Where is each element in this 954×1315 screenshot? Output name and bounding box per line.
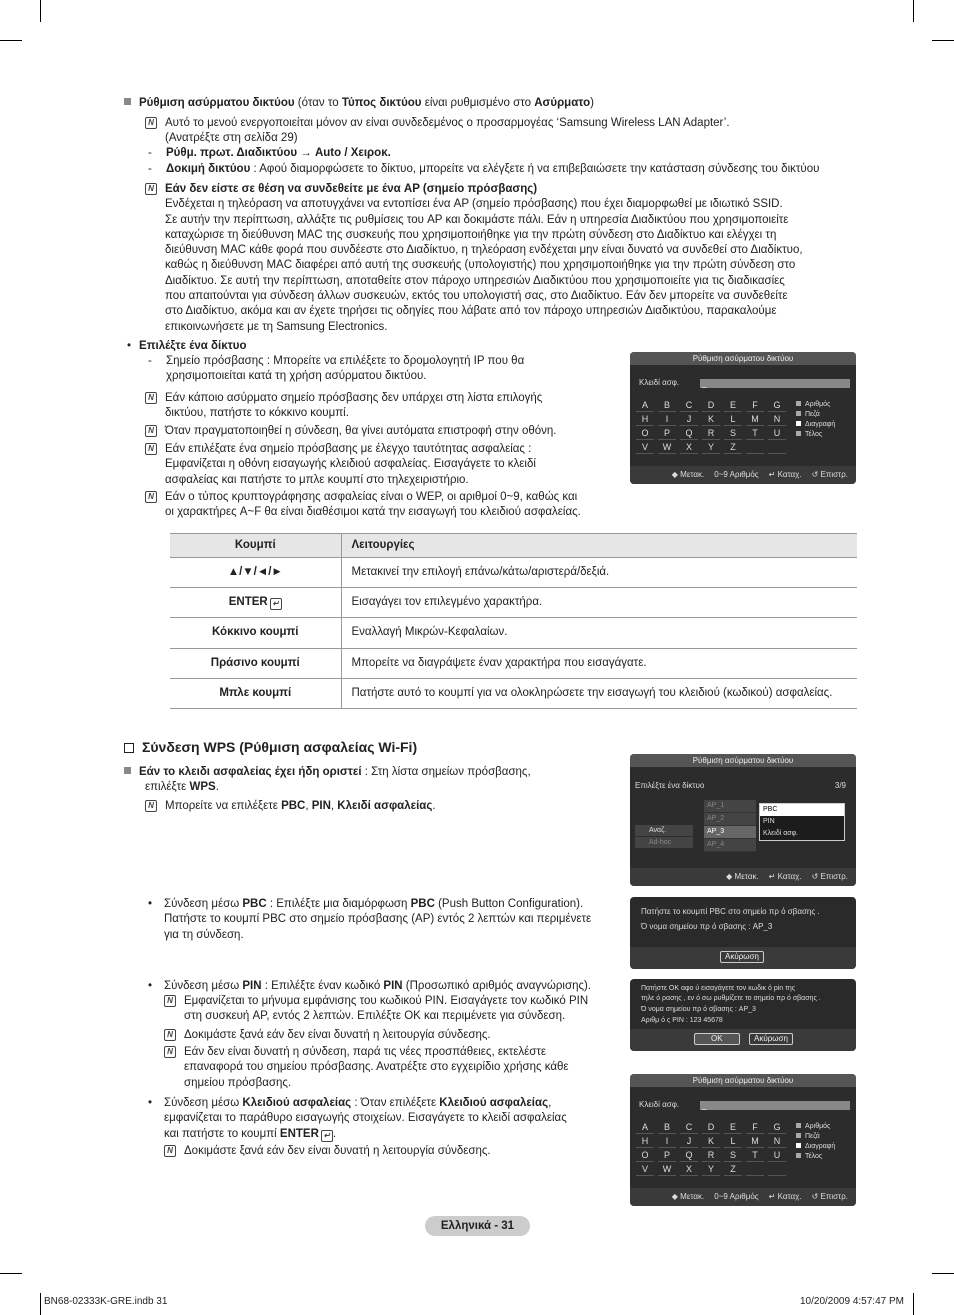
key-button[interactable]: K (702, 412, 720, 426)
ap-item[interactable]: AP_3 (704, 826, 756, 839)
dash-item-ip: - Ρύθμ. πρωτ. Διαδικτύου → Auto / Χειροκ. (148, 147, 391, 159)
table-row (170, 678, 857, 708)
key-button[interactable]: A (636, 398, 654, 412)
note-icon: N (164, 1145, 176, 1157)
key-button[interactable]: T (746, 426, 764, 440)
key-button[interactable]: S (724, 1148, 742, 1162)
note-icon: N (164, 995, 176, 1007)
screen-footer (630, 1188, 856, 1206)
note-pin-display: N Εμφανίζεται το μήνυμα εμφάνισης του κωδικού PIN. Εισαγάγετε τον κωδικό PIN στη συσκευή AP, εντός 2 λεπτών. Επιλέξτε OK και περιμένετε για σύνδεση. (164, 994, 588, 1025)
tv-screen-key-entry (630, 352, 856, 484)
key-button[interactable]: T (746, 1148, 764, 1162)
key-button[interactable]: A (636, 1120, 654, 1134)
note-icon: N (145, 392, 157, 404)
key-button[interactable]: D (702, 1120, 720, 1134)
key-button[interactable]: I (658, 412, 676, 426)
key-button[interactable]: M (746, 1134, 764, 1148)
key-button[interactable]: J (680, 1134, 698, 1148)
note-line: επικοινωνήσετε με τη Samsung Electronics. (165, 320, 388, 333)
note-security: N Εάν επιλέξατε ένα σημείο πρόσβασης με έλεγχο ταυτότητας ασφαλείας : Εμφανίζεται η οθόνη εισαγωγής κλειδιού ασφαλείας. Εισαγάγετε το κλειδί ασφαλείας και πατήστε το μπλε κουμπί στο τηλεχειριστήριο. (145, 442, 536, 488)
note-line: καθώς η διεύθυνση MAC διαφέρει από αυτή της συσκευής (υπολογιστής) που χρησιμοποιήθηκε για την πρώτη σύνδεση στο (165, 259, 796, 272)
option-color-icon (796, 1133, 801, 1138)
key-button[interactable] (746, 440, 764, 454)
key-button[interactable]: H (636, 412, 654, 426)
key-button[interactable]: Y (702, 440, 720, 454)
note-ap-connect: N Εάν δεν είστε σε θέση να συνδεθείτε με ένα AP (σημείο πρόσβασης) Ενδέχεται η τηλεόραση να αποτυγχάνει να εντοπίσει ένα AP (σημείο πρόσβασης) που έχει διαμορφωθεί με ιδιωτικό SSID. Σε αυτήν την περίπτωση, αλλάξτε τις ρυθμίσεις του AP και δοκιμάστε πάλι. Εάν η υπηρεσία Διαδικτύου που χρησιμοποιείτε καταχώρισε τη διεύθυνση MAC της συσκευής που χρησιμοποιήθηκε για την πρώτη σύνδεση στο Διαδίκτυο και ελέγχει τη διεύθυνση MAC κάθε φορά που συνδέεστε στο Διαδίκτυο, η τηλεόραση ενδέχεται μην είναι δυνατό να συνδεθεί στο Διαδίκτυο, καθώς η διεύθυνση MAC διαφέρει από αυτή της συσκευής (υπολογιστής) που χρησιμοποιήθηκε για την πρώτη σύνδεση στο Διαδίκτυο. Σε αυτή την περίπτωση, αποταθείτε στον πάροχο υπηρεσιών Διαδικτύου που χρησιμοποιείτε για τις διαδικασίες που απαιτούνται για σύνδεση άλλων συσκευών, εκτός του υπολογιστή σας, στο Διαδίκτυο. Εάν δεν μπορείτε να συνδεθείτε στο Διαδίκτυο, ακόμα και αν έχετε τηρήσει τις οδηγίες που λάβατε από τον πάροχο υπηρεσιών Διαδικτύου, παρακαλούμε επικοινωνήσετε με τη Samsung Electronics. (145, 182, 803, 335)
note-pin-retry: N Δοκιμάστε ξανά εάν δεν είναι δυνατή η λειτουργία σύνδεσης. (164, 1028, 491, 1043)
screen-title: Ρύθμιση ασύρματου δικτύου (630, 1074, 856, 1087)
ap-left-buttons[interactable] (635, 825, 693, 849)
key-button[interactable]: P (658, 1148, 676, 1162)
screen-footer (630, 868, 856, 886)
ok-button[interactable]: OK (694, 1033, 740, 1045)
note-line: καταχώρισε τη διεύθυνση MAC της συσκευής που χρησιμοποιήθηκε για την πρώτη σύνδεση στο Διαδίκτυο και ελέγχει τη (165, 228, 777, 241)
key-option[interactable]: Αριθμός (796, 400, 835, 410)
ap-list[interactable] (704, 800, 756, 852)
crop-mark (0, 1273, 22, 1274)
note-wps-options: N Μπορείτε να επιλέξετε PBC, PIN, Κλειδί ασφαλείας. (145, 799, 436, 814)
key-button[interactable]: C (680, 398, 698, 412)
wps-menu[interactable] (759, 803, 845, 841)
wps-menu-item[interactable]: PIN (763, 818, 775, 825)
table-header-key: Κουμπί (170, 534, 341, 558)
note-icon: N (145, 117, 157, 129)
key-option[interactable]: Τέλος (796, 1152, 835, 1162)
key-button[interactable]: X (680, 1162, 698, 1176)
key-input[interactable]: _ (700, 379, 850, 388)
key-button[interactable]: G (768, 1120, 786, 1134)
key-button[interactable]: O (636, 426, 654, 440)
table-header-function: Λειτουργίες (341, 534, 857, 558)
wps-menu-item[interactable]: Κλειδί ασφ. (763, 830, 799, 837)
table-cell-function: Εναλλαγή Μικρών-Κεφαλαίων. (341, 618, 857, 648)
key-input[interactable]: _ (700, 1101, 850, 1110)
dash-item-ap: - Σημείο πρόσβασης : Μπορείτε να επιλέξετε το δρομολογητή IP που θα χρησιμοποιείται κατά τη χρήση ασύρματου δικτύου. (148, 355, 525, 383)
key-button[interactable]: P (658, 426, 676, 440)
ap-item[interactable]: AP_2 (704, 813, 756, 826)
key-button[interactable] (768, 1162, 786, 1176)
note-pin-reset: N Εάν δεν είναι δυνατή η σύνδεση, παρά τις νέες προσπάθειες, εκτελέστε επαναφορά του σημείου πρόσβασης. Ανατρέξτε στο εγχειρίδιο χρήσης κάθε σημείου πρόσβασης. (164, 1045, 569, 1091)
key-button[interactable]: O (636, 1148, 654, 1162)
table-cell-function: Πατήστε αυτό το κουμπί για να ολοκληρώσετε την εισαγωγή του κλειδιού (κωδικού) ασφαλείας. (341, 678, 857, 708)
footer-hint: ↵ Καταχ. (768, 871, 802, 881)
key-button[interactable]: J (680, 412, 698, 426)
note-icon: N (164, 1046, 176, 1058)
note-icon: N (145, 491, 157, 503)
cancel-button[interactable]: Ακύρωση (720, 951, 764, 963)
table-cell-key: Μπλε κουμπί (170, 678, 341, 708)
key-button[interactable]: D (702, 398, 720, 412)
table-cell-function: Εισαγάγει τον επιλεγμένο χαρακτήρα. (341, 588, 857, 618)
option-color-icon (796, 431, 801, 436)
crop-mark (40, 0, 41, 22)
table-cell-function: Μετακινεί την επιλογή επάνω/κάτω/αριστερά/δεξιά. (341, 558, 857, 588)
table-row (170, 618, 857, 648)
footer-hint: ◆ Μετακ. (671, 469, 705, 479)
key-button[interactable]: H (636, 1134, 654, 1148)
key-button[interactable]: N (768, 412, 786, 426)
table-row (170, 558, 857, 588)
pbc-bullet: • Σύνδεση μέσω PBC : Επιλέξτε μια διαμόρφωση PBC (Push Button Configuration). Πατήστε το κουμπί PBC στο σημείο πρόσβασης (AP) εντός 2 λεπτών και περιμένετε για τη σύνδεση. (148, 898, 592, 941)
note-line: Διαδίκτυο. Σε αυτή την περίπτωση, αποταθείτε στον πάροχο υπηρεσιών Διαδικτύου που χρησιμοποιείτε για τις διαδικασίες (165, 274, 785, 287)
note-line: διεύθυνση MAC κάθε φορά που συνδέεστε στο Διαδίκτυο, η τηλεόραση ενδέχεται μην είναι δυνατό να συνδεθεί στο Διαδίκτυο, (165, 244, 803, 257)
table-cell-key: Κόκκινο κουμπί (170, 618, 341, 648)
footer-hint: 0~9 Αριθμός (714, 1191, 759, 1201)
screen-title: Ρύθμιση ασύρματου δικτύου (630, 352, 856, 365)
key-button[interactable]: B (658, 1120, 676, 1134)
button-function-table (170, 533, 857, 709)
wps-heading: Σύνδεση WPS (Ρύθμιση ασφαλείας Wi-Fi) (124, 738, 417, 757)
key-button[interactable] (746, 1162, 764, 1176)
ap-label: Επιλέξτε ένα δίκτυο (635, 781, 705, 790)
footer-hint: ↵ Καταχ. (768, 469, 802, 479)
note-auto-return: N Όταν πραγματοποιηθεί η σύνδεση, θα γίνει αυτόματα επιστροφή στην οθόνη. (145, 424, 556, 439)
crop-mark (40, 1293, 41, 1315)
option-color-icon (796, 1123, 801, 1128)
section-heading-wireless: Ρύθμιση ασύρματου δικτύου (όταν το Τύπος δικτύου είναι ρυθμισμένο στο Ασύρματο) (124, 96, 594, 111)
key-option[interactable]: Τέλος (796, 430, 835, 440)
note-paragraph (165, 197, 803, 335)
key-option[interactable]: Πεζά (796, 410, 835, 420)
keyboard-grid (634, 1120, 788, 1176)
option-color-icon (796, 1143, 801, 1148)
page-number: Ελληνικά - 31 (425, 1216, 530, 1236)
enter-icon: ↵ (321, 1130, 333, 1142)
bullet-select-network: • Επιλέξτε ένα δίκτυο (127, 340, 247, 352)
note-red-button: N Εάν κάποιο ασύρματο σημείο πρόσβασης δεν υπάρχει στη λίστα επιλογής δικτύου, πατήστε το κόκκινο κουμπί. (145, 391, 542, 422)
tv-screen-pin-dialog: Πατήστε OK αφο ύ εισαγάγετε τον κωδικ ό pin της τηλε ό ρασης , εν ό σω ρυθμίζετε το σημείο πρ ό σβασης . Ό νομα σημείου πρ ό σβασης : AP_3 Αριθμ ό ς PIN : 123 45678 OK Ακύρωση (630, 979, 856, 1051)
option-color-icon (796, 1153, 801, 1158)
note-key-retry: N Δοκιμάστε ξανά εάν δεν είναι δυνατή η λειτουργία σύνδεσης. (164, 1144, 491, 1159)
key-button[interactable]: C (680, 1120, 698, 1134)
key-button[interactable]: F (746, 1120, 764, 1134)
note-icon: N (145, 183, 157, 195)
crop-mark (932, 40, 954, 41)
crop-mark (932, 1273, 954, 1274)
footer-hint: ↺ Επιστρ. (811, 1191, 848, 1201)
key-button[interactable]: L (724, 1134, 742, 1148)
key-button[interactable]: F (746, 398, 764, 412)
key-button[interactable]: L (724, 412, 742, 426)
footer-hint: ◆ Μετακ. (726, 871, 759, 881)
footer-hint: ↵ Καταχ. (768, 1191, 802, 1201)
key-button[interactable]: Q (680, 426, 698, 440)
screen-footer (630, 466, 856, 484)
key-button[interactable]: I (658, 1134, 676, 1148)
option-color-icon (796, 401, 801, 406)
key-button[interactable]: Q (680, 1148, 698, 1162)
file-name: BN68-02333K-GRE.indb 31 (44, 1296, 168, 1307)
note-icon: N (164, 1029, 176, 1041)
key-button[interactable]: Y (702, 1162, 720, 1176)
tv-screen-key-entry-2 (630, 1074, 856, 1206)
footer-hint: ↺ Επιστρ. (811, 469, 848, 479)
key-option[interactable]: Πεζά (796, 1132, 835, 1142)
table-row (170, 648, 857, 678)
key-button[interactable]: M (746, 412, 764, 426)
square-bullet-icon (124, 98, 131, 105)
key-button[interactable]: V (636, 440, 654, 454)
ap-side-button[interactable]: Αναζ. (635, 825, 693, 836)
crop-mark (913, 1293, 914, 1315)
note-line: Ενδέχεται η τηλεόραση να αποτυγχάνει να εντοπίσει ένα AP (σημείο πρόσβασης) που έχει διαμορφωθεί με ιδιωτικό SSID. (165, 198, 783, 211)
key-option[interactable]: Αριθμός (796, 1122, 835, 1132)
note-line: στο Διαδίκτυο, ακόμα και αν έχετε τηρήσει τις οδηγίες που λάβατε από τον πάροχο υπηρεσιών Διαδικτύου, παρακαλούμε (165, 305, 777, 318)
ap-side-button[interactable]: Ad-hoc (635, 837, 693, 848)
option-color-icon (796, 411, 801, 416)
note-icon: N (145, 443, 157, 455)
key-button[interactable]: S (724, 426, 742, 440)
table-cell-key: Πράσινο κουμπί (170, 648, 341, 678)
table-cell-key: ▲/▼/◄/► (170, 558, 341, 588)
note-adapter: N Αυτό το μενού ενεργοποιείται μόνον αν είναι συνδεδεμένος ο προσαρμογέας ‘Samsung Wireless LAN Adapter’. (Ανατρέξτε στη σελίδα 29) (145, 116, 730, 147)
note-icon: N (145, 425, 157, 437)
note-line: Σε αυτήν την περίπτωση, αλλάξτε τις ρυθμίσεις του AP και δοκιμάστε πάλι. Εάν η υπηρεσία Διαδικτύου που χρησιμοποιείτε (165, 213, 789, 226)
footer-hint: ↺ Επιστρ. (811, 871, 848, 881)
key-options (796, 1122, 835, 1162)
ap-count: 3/9 (834, 781, 846, 790)
option-color-icon (796, 421, 801, 426)
checkbox-icon (124, 743, 134, 753)
crop-mark (913, 0, 914, 22)
table-cell-key: ENTER ↵ (170, 588, 341, 618)
note-line: που απαιτούνται για σύνδεση άλλων συσκευών, εκτός του υπολογιστή σας, στο Διαδίκτυο. Εάν δεν μπορείτε να συνδεθείτε (165, 289, 788, 302)
key-button[interactable]: N (768, 1134, 786, 1148)
key-button[interactable]: B (658, 398, 676, 412)
square-bullet-icon (124, 767, 131, 774)
wps-intro: Εάν το κλειδι ασφαλείας έχει ήδη οριστεί : Στη λίστα σημείων πρόσβασης, επιλέξτε WPS. (124, 765, 531, 796)
note-icon: N (145, 800, 157, 812)
dash-item-test: - Δοκιμή δικτύου : Αφού διαμορφώσετε το δίκτυο, μπορείτε να ελέγξετε ή να επιβεβαιώσετε την κατάσταση σύνδεσης του δικτύου (148, 163, 820, 175)
key-button[interactable]: W (658, 1162, 676, 1176)
key-button[interactable]: R (702, 426, 720, 440)
footer-hint: ◆ Μετακ. (671, 1191, 705, 1201)
key-bullet: • Σύνδεση μέσω Κλειδιού ασφαλείας : Όταν επιλέξετε Κλειδιού ασφαλείας, εμφανίζεται το παράθυρο εισαγωγής στοιχείων. Εισαγάγετε το κλειδί ασφαλείας και πατήστε το κουμπί ENTER ↵ . (148, 1097, 567, 1140)
cancel-button[interactable]: Ακύρωση (749, 1033, 793, 1045)
wps-menu-item[interactable]: PBC (760, 804, 844, 816)
pin-bullet: • Σύνδεση μέσω PIN : Επιλέξτε έναν κωδικό PIN (Προσωπικό αριθμός αναγνώρισης). (148, 980, 592, 992)
screen-title: Ρύθμιση ασύρματου δικτύου (630, 754, 856, 767)
key-button[interactable]: V (636, 1162, 654, 1176)
table-row (170, 588, 857, 618)
key-button[interactable]: Z (724, 440, 742, 454)
keyboard-grid (634, 398, 788, 454)
key-button[interactable]: X (680, 440, 698, 454)
ap-item[interactable]: AP_1 (704, 800, 756, 813)
key-button[interactable] (768, 440, 786, 454)
tv-screen-pbc-dialog: Πατήστε το κουμπί PBC στο σημείο πρ ό σβασης . Ό νομα σημείου πρ ό σβασης : AP_3 Ακύρωση (630, 897, 856, 969)
key-label: Κλειδί ασφ. (639, 378, 680, 387)
key-option[interactable]: Διαγραφή (796, 1142, 835, 1152)
key-button[interactable]: W (658, 440, 676, 454)
footer-hint: 0~9 Αριθμός (714, 469, 759, 479)
key-option[interactable]: Διαγραφή (796, 420, 835, 430)
key-label: Κλειδί ασφ. (639, 1100, 680, 1109)
key-button[interactable]: E (724, 1120, 742, 1134)
enter-icon: ↵ (270, 598, 282, 610)
key-button[interactable]: U (768, 426, 786, 440)
note-wep: N Εάν ο τύπος κρυπτογράφησης ασφαλείας είναι ο WEP, οι αριθμοί 0~9, καθώς και οι χαρακτήρες A~F θα είναι διαθέσιμοι κατά την εισαγωγή του κλειδιού ασφαλείας. (145, 490, 581, 521)
key-button[interactable]: K (702, 1134, 720, 1148)
key-button[interactable]: G (768, 398, 786, 412)
print-date: 10/20/2009 4:57:47 PM (800, 1296, 904, 1307)
key-button[interactable]: U (768, 1148, 786, 1162)
key-button[interactable]: Z (724, 1162, 742, 1176)
crop-mark (0, 40, 22, 41)
table-cell-function: Μπορείτε να διαγράψετε έναν χαρακτήρα που εισαγάγατε. (341, 648, 857, 678)
key-options (796, 400, 835, 440)
tv-screen-ap-list (630, 754, 856, 886)
key-button[interactable]: R (702, 1148, 720, 1162)
key-button[interactable]: E (724, 398, 742, 412)
ap-item[interactable]: AP_4 (704, 839, 756, 852)
